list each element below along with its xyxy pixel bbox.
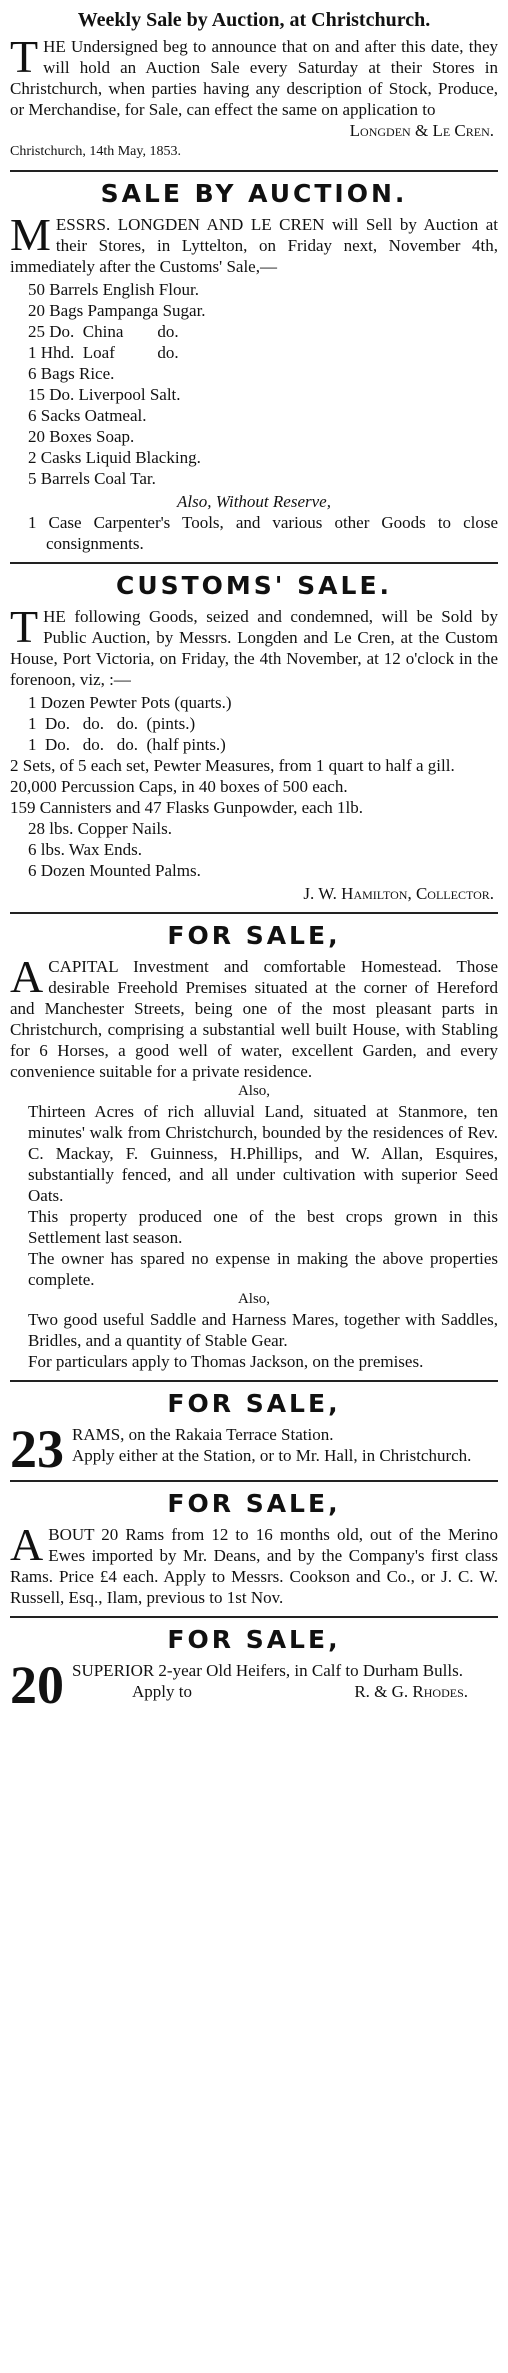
sale-by-auction-advertisement (10, 178, 498, 554)
divider (10, 1380, 498, 1382)
list-item: 28 lbs. Copper Nails. (28, 819, 173, 838)
ad-body (10, 951, 498, 1082)
ad-body-text: ESSRS. LONGDEN AND LE CREN will Sell by Auction at their Stores, in Lyttelton, on Friday next, November 4th, immediately after the Customs' Sale,— (10, 215, 498, 276)
apply-paragraph: For particulars apply to Thomas Jackson, on the premises. (28, 1352, 424, 1371)
ad-body-text: CAPITAL Investment and comfortable Homestead. Those desirable Freehold Premises situated at the corner of Hereford and Manchester Streets, being one of the most pleasant parts in Christchurch, comprising a substantial well built House, with Stabling for 6 Horses, a good well of water, excellent Garden, and every convenience suitable for a private residence. (10, 957, 498, 1081)
divider (10, 1480, 498, 1482)
ad-title: FOR SALE, (167, 1489, 341, 1518)
divider (10, 170, 498, 172)
ad-title: SALE BY AUCTION. (100, 179, 408, 208)
list-item: 6 Sacks Oatmeal. (28, 406, 147, 425)
land-paragraph: Thirteen Acres of rich alluvial Land, situated at Stanmore, ten minutes' walk from Christchurch, bounded by the residences of Rev. C. Mackay, F. Guinness, H.Phillips, and W. Allan, Esquires, substantially fenced, and all under cultivation with superior Seed Oats. (28, 1102, 498, 1205)
drop-cap: T (10, 31, 39, 82)
apply-label: Apply to (132, 1682, 192, 1701)
apply-paragraph: Apply either at the Station, or to Mr. Hall, in Christchurch. (72, 1446, 472, 1465)
ad-body (10, 31, 498, 120)
also-label: Also, Without Reserve, (177, 492, 331, 511)
ad-body-text: HE following Goods, seized and condemned, will be Sold by Public Auction, by Messrs. Longden and Le Cren, at the Custom House, Port Victoria, on Friday, the 4th November, at 12 o'clock in the forenoon, viz, :— (10, 607, 498, 689)
list-item: 6 Dozen Mounted Palms. (28, 861, 201, 880)
divider (10, 1616, 498, 1618)
drop-cap: T (10, 601, 39, 652)
ad-body-text: SUPERIOR 2-year Old Heifers, in Calf to Durham Bulls. (72, 1661, 463, 1680)
list-item: 1 Do. do. do. (pints.) (28, 714, 196, 733)
list-item: 159 Cannisters and 47 Flasks Gunpowder, each 1lb. (10, 798, 363, 817)
ad-signature: Longden & Le Cren. (349, 121, 494, 140)
ad-title: Weekly Sale by Auction, at Christchurch. (77, 9, 431, 31)
ad-body-text: RAMS, on the Rakaia Terrace Station. (72, 1425, 334, 1444)
list-item: 20 Bags Pampanga Sugar. (28, 301, 206, 320)
also-label: Also, (237, 1083, 271, 1099)
apply-name: R. & G. Rhodes. (354, 1682, 468, 1701)
divider (10, 562, 498, 564)
mares-paragraph: Two good useful Saddle and Harness Mares, together with Saddles, Bridles, and a quantity of Stable Gear. (28, 1310, 498, 1350)
list-item: 6 lbs. Wax Ends. (28, 840, 143, 859)
divider (10, 912, 498, 914)
list-item: 2 Casks Liquid Blacking. (28, 448, 201, 467)
drop-cap: M (10, 209, 51, 260)
list-item: 6 Bags Rice. (28, 364, 115, 383)
list-item: 5 Barrels Coal Tar. (28, 469, 156, 488)
ad-body (10, 1519, 498, 1608)
also-text: 1 Case Carpenter's Tools, and various other Goods to close consignments. (28, 513, 498, 553)
ad-body-text: HE Undersigned beg to announce that on and after this date, they will hold an Auction Sale every Saturday at their Stores in Christchurch, when parties having any description of Stock, Produce, or Merchandise, for Sale, can effect the same on application to (10, 37, 498, 119)
drop-cap: A (10, 951, 44, 1002)
ad-title: FOR SALE, (167, 1389, 341, 1418)
ad-body-text: BOUT 20 Rams from 12 to 16 months old, out of the Merino Ewes imported by Mr. Deans, and by the Company's first class Rams. Price £4 each. Apply to Messrs. Cookson and Co., or J. C. W. Russell, Esq., Ilam, previous to 1st Nov. (10, 1525, 498, 1607)
weekly-sale-advertisement (10, 8, 498, 162)
newspaper-column (10, 0, 498, 1715)
list-item: 20 Boxes Soap. (28, 427, 135, 446)
customs-sale-advertisement (10, 570, 498, 904)
list-item: 1 Dozen Pewter Pots (quarts.) (28, 693, 232, 712)
goods-list (10, 279, 498, 489)
crop-paragraph: This property produced one of the best crops grown in this Settlement last season. (28, 1207, 498, 1247)
ad-body (10, 601, 498, 690)
ad-title: FOR SALE, (167, 921, 341, 950)
merino-rams-advertisement (10, 1488, 498, 1608)
list-item: 2 Sets, of 5 each set, Pewter Measures, from 1 quart to half a gill. (10, 756, 455, 775)
owner-paragraph: The owner has spared no expense in making the above properties complete. (28, 1249, 498, 1289)
drop-cap: A (10, 1519, 44, 1570)
ad-body (10, 209, 498, 277)
list-item: 1 Hhd. Loaf do. (28, 343, 179, 362)
list-item: 1 Do. do. do. (half pints.) (28, 735, 226, 754)
ad-signature: J. W. Hamilton, Collector. (303, 884, 494, 903)
list-item: 20,000 Percussion Caps, in 40 boxes of 500 each. (10, 777, 348, 796)
rams-rakaia-advertisement (10, 1388, 498, 1479)
apply-line (72, 1681, 498, 1702)
homestead-for-sale-advertisement (10, 920, 498, 1372)
drop-number: 23 (10, 1419, 64, 1479)
ad-title: FOR SALE, (167, 1625, 341, 1654)
ad-title: CUSTOMS' SALE. (115, 571, 393, 600)
also-label: Also, (237, 1291, 271, 1307)
list-item: 50 Barrels English Flour. (28, 280, 199, 299)
drop-number: 20 (10, 1655, 64, 1715)
ad-dateline: Christchurch, 14th May, 1853. (10, 144, 181, 159)
list-item: 25 Do. China do. (28, 322, 179, 341)
heifers-advertisement (10, 1624, 498, 1715)
goods-list (10, 692, 498, 881)
list-item: 15 Do. Liverpool Salt. (28, 385, 181, 404)
